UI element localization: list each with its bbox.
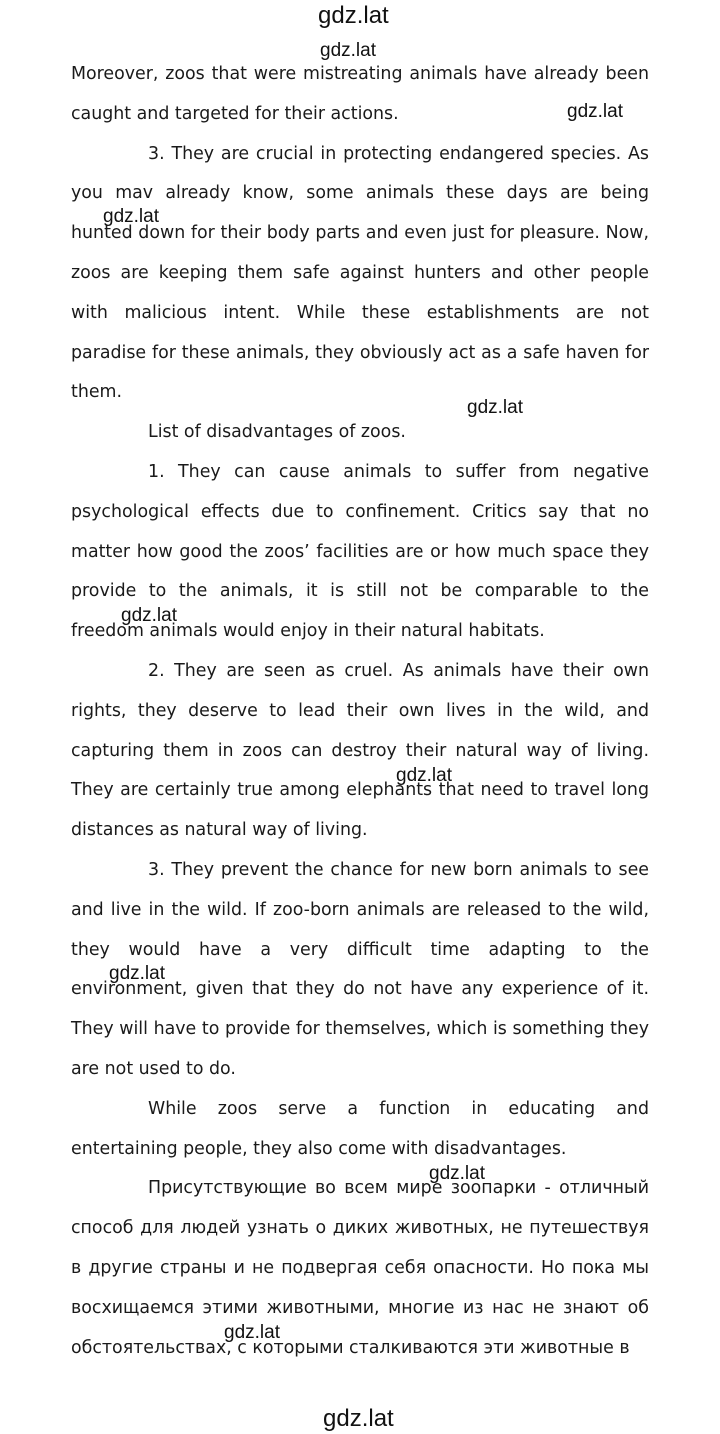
paragraph: 3. They are crucial in protecting endangered species. As you mav already know, some animals these days are being hunted down for their body parts and even just for pleasure. Now, zoos are keeping them safe against hunters and other people with malicious intent. While these establishments are not paradise for these animals, they obviously act as a safe haven for them. [71, 143, 649, 403]
watermark-top: gdz.lat [318, 2, 389, 29]
watermark: gdz.lat [396, 765, 452, 786]
watermark-bottom: gdz.lat [323, 1405, 394, 1432]
paragraph: 3. They prevent the chance for new born animals to see and live in the wild. If zoo-born animals are released to the wild, they would have a very difficult time adapting to the environment, given that they do not have any experience of it. They will have to provide for themselves, which is something they are not used to do. [71, 859, 649, 1079]
watermark: gdz.lat [320, 40, 376, 61]
paragraph: While zoos serve a function in educating and entertaining people, they also come with disadvantages. [71, 1098, 649, 1159]
paragraph: Moreover, zoos that were mistreating animals have already been caught and targeted for their actions. [71, 64, 649, 124]
paragraph: 2. They are seen as cruel. As animals have their own rights, they deserve to lead their own lives in the wild, and capturing them in zoos can destroy their natural way of living. They are certainly true among elephants that need to travel long distances as natural way of living. [71, 660, 649, 841]
watermark: gdz.lat [109, 963, 165, 984]
document-body [71, 55, 649, 1368]
watermark: gdz.lat [467, 397, 523, 418]
watermark: gdz.lat [103, 206, 159, 227]
watermark: gdz.lat [121, 605, 177, 626]
watermark: gdz.lat [224, 1322, 280, 1343]
section-heading: List of disadvantages of zoos. [148, 422, 406, 443]
watermark: gdz.lat [429, 1163, 485, 1184]
paragraph: Присутствующие во всем мире зоопарки - отличный способ для людей узнать о диких животных, не путешествуя в другие страны и не подвергая себя опасности. Но пока мы восхищаемся этими животными, многие из нас не знают об обстоятельствах, с которыми сталкиваются эти животные в [71, 1178, 649, 1358]
paragraph: 1. They can cause animals to suffer from negative psychological effects due to confinement. Critics say that no matter how good the zoos’ facilities are or how much space they provide to the animals, it is still not be comparable to the freedom animals would enjoy in their natural habitats. [71, 461, 649, 642]
watermark: gdz.lat [567, 101, 623, 122]
